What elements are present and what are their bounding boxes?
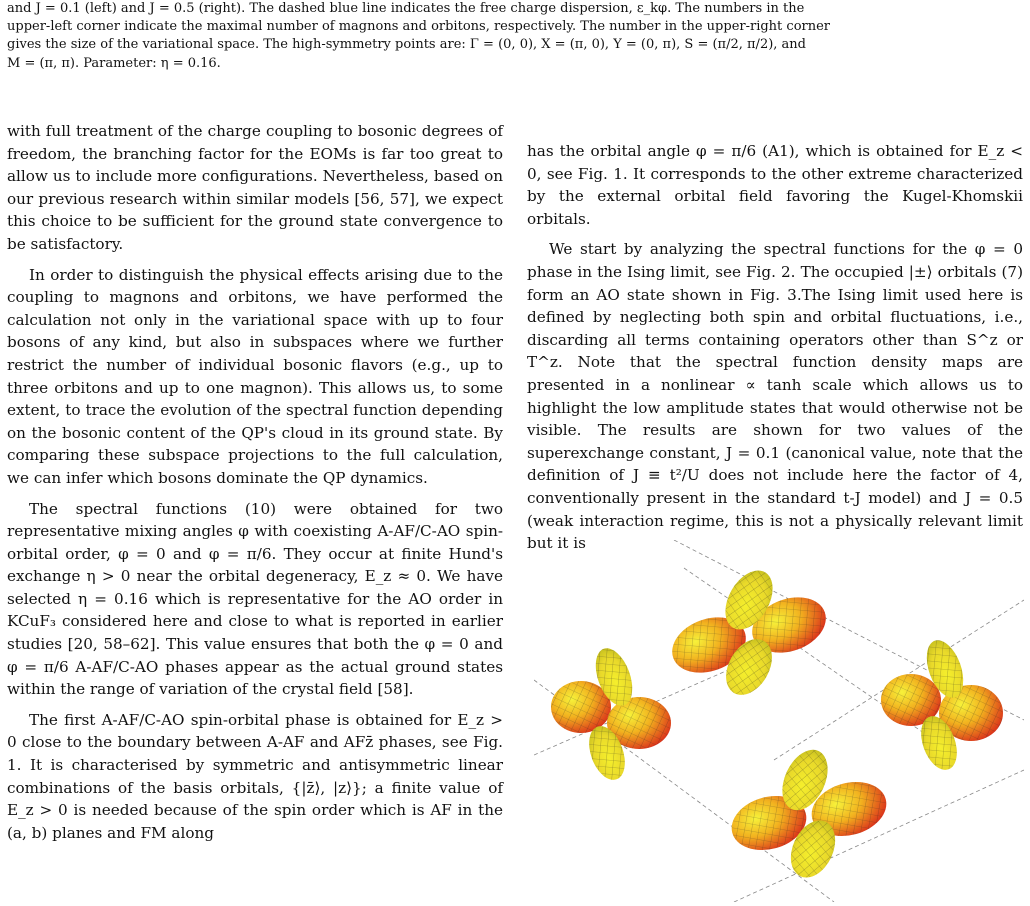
caption-line: and J = 0.1 (left) and J = 0.5 (right). The dashed blue line indicates the free charge dispersion, ε_kφ. The numbers in the — [7, 1, 805, 16]
right-column — [527, 140, 1023, 563]
paragraph: The first A-AF/C-AO spin-orbital phase is obtained for E_z > 0 close to the boundary between A-AF and AFz̄ phases, see Fig. 1. It is characterised by symmetric and antisymmetric linear combinations of the basis orbitals, {|z̄⟩, |z⟩}; a finite value of E_z > 0 is needed because of the spin order which is AF in the (a, b) planes and FM along — [7, 710, 503, 842]
paragraph: We start by analyzing the spectral functions for the φ = 0 phase in the Ising limit, see Fig. 2. The occupied |±⟩ orbitals (7) form an AO state shown in Fig. 3.The Ising limit used here is defined by neglecting both spin and orbital fluctuations, i.e., discarding all terms containing operators other than S^z or T^z. Note that the spectral function density maps are presented in a nonlinear ∝ tanh scale which allows us to highlight the low amplitude states that would otherwise not be visible. The results are shown for two values of the superexchange constant, J = 0.1 (canonical value, note that the definition of J ≡ t²/U does not include here the factor of 4, conventionally present in the standard t-J model) and J = 0.5 (weak interaction regime, this is not a physically relevant limit but it is — [527, 240, 1023, 553]
orbital-top — [664, 562, 833, 703]
paragraph: has the orbital angle φ = π/6 (A1), which is obtained for E_z < 0, see Fig. 1. It corresponds to the other extreme characterized by the external orbital field favoring the Kugel-Khomskii orbitals. — [527, 142, 1023, 228]
orbital-left — [551, 643, 671, 784]
caption-line: M = (π, π). Parameter: η = 0.16. — [7, 55, 221, 71]
paragraph: In order to distinguish the physical effects arising due to the coupling to magnons and orbitons, we have performed the calculation not only in the variational space with up to four bosons of any kind, but also in subspaces where we further restrict the number of individual bosonic flavors (e.g., up to three orbitons and up to one magnon). This allows us, to some extent, to trace the evolution of the spectral function depending on the bosonic content of the QP's cloud in its ground state. By comparing these subspace projections to the full calculation, we can infer which bosons dominate the QP dynamics. — [7, 265, 503, 487]
orbital-lattice-illustration — [534, 540, 1024, 902]
orbital-bottom — [726, 743, 893, 885]
paragraph: The spectral functions (10) were obtained for two representative mixing angles φ with coexisting A-AF/C-AO spin-orbital order, φ = 0 and φ = π/6. They occur at finite Hund's exchange η > 0 near the orbital degeneracy, E_z ≈ 0. We have selected η = 0.16 which is representative for the AO order in KCuF₃ considered here and close to what is reported in earlier studies [20, 58–62]. This value ensures that both the φ = 0 and φ = π/6 A-AF/C-AO phases appear as the actual ground states within the range of variation of the crystal field [58]. — [7, 499, 503, 699]
left-column — [7, 120, 503, 852]
paragraph: with full treatment of the charge coupling to bosonic degrees of freedom, the branching factor for the EOMs is far too great to allow us to include more configurations. Nevertheless, based on our previous research within similar models [56, 57], we expect this choice to be sufficient for the ground state convergence to be satisfactory. — [7, 122, 503, 253]
caption-line: gives the size of the variational space. The high-symmetry points are: Γ = (0, 0), X = (π, 0), Y = (0, π), S = (π/2, π/2), and — [7, 37, 806, 53]
orbital-figure — [534, 540, 1024, 902]
caption-line: upper-left corner indicate the maximal number of magnons and orbitons, respectively. The number in the upper-right corner — [7, 19, 831, 35]
figure-caption — [7, 0, 1023, 73]
